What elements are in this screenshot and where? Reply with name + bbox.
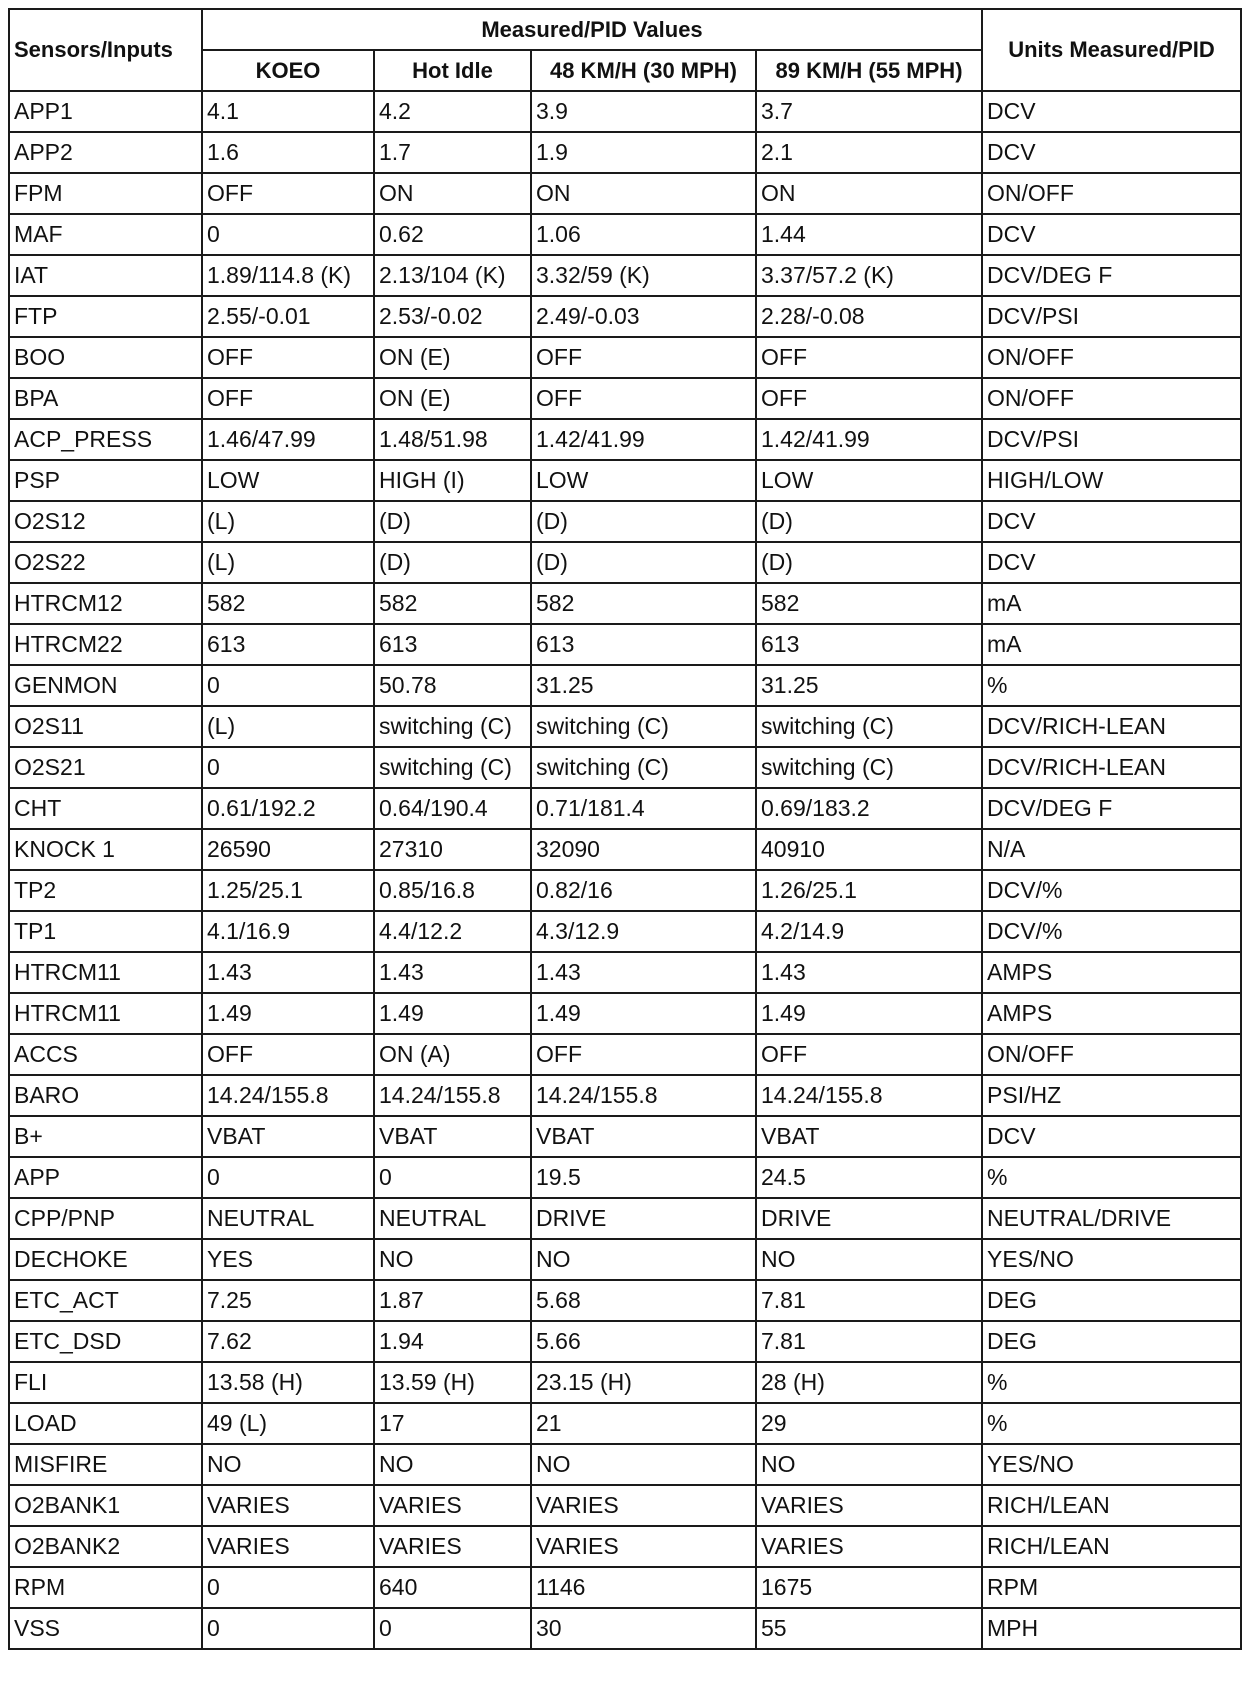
sensor-name-cell: DECHOKE [9, 1239, 202, 1280]
mph30-value-cell: NO [531, 1444, 756, 1485]
hot-idle-value-cell: 0.64/190.4 [374, 788, 531, 829]
table-row [9, 1526, 1241, 1567]
sensor-name-cell: BARO [9, 1075, 202, 1116]
koeo-value-cell: 4.1 [202, 91, 374, 132]
hot-idle-value-cell: 14.24/155.8 [374, 1075, 531, 1116]
koeo-value-cell: 0.61/192.2 [202, 788, 374, 829]
mph30-value-cell: 30 [531, 1608, 756, 1649]
units-cell: DCV/DEG F [982, 255, 1241, 296]
mph30-value-cell: 1.49 [531, 993, 756, 1034]
mph55-value-cell: LOW [756, 460, 982, 501]
sensors-inputs-header: Sensors/Inputs [9, 9, 202, 91]
mph30-value-cell: 5.68 [531, 1280, 756, 1321]
hot-idle-value-cell: 0.85/16.8 [374, 870, 531, 911]
table-row [9, 1403, 1241, 1444]
koeo-value-cell: VBAT [202, 1116, 374, 1157]
hot-idle-value-cell: ON (E) [374, 378, 531, 419]
mph30-value-cell: 1.43 [531, 952, 756, 993]
mph30-value-cell: 3.32/59 (K) [531, 255, 756, 296]
mph55-value-cell: 40910 [756, 829, 982, 870]
units-cell: ON/OFF [982, 378, 1241, 419]
units-cell: AMPS [982, 952, 1241, 993]
units-cell: % [982, 1362, 1241, 1403]
table-row [9, 378, 1241, 419]
units-cell: HIGH/LOW [982, 460, 1241, 501]
mph55-value-cell: 3.37/57.2 (K) [756, 255, 982, 296]
hot-idle-value-cell: VARIES [374, 1485, 531, 1526]
hot-idle-value-cell: 582 [374, 583, 531, 624]
mph30-value-cell: 31.25 [531, 665, 756, 706]
sensor-name-cell: VSS [9, 1608, 202, 1649]
mph30-value-cell: OFF [531, 337, 756, 378]
hot-idle-value-cell: switching (C) [374, 706, 531, 747]
units-cell: DCV [982, 91, 1241, 132]
mph55-value-cell: 7.81 [756, 1321, 982, 1362]
hot-idle-value-cell: 613 [374, 624, 531, 665]
sensor-name-cell: FTP [9, 296, 202, 337]
units-cell: DEG [982, 1280, 1241, 1321]
units-cell: DCV/DEG F [982, 788, 1241, 829]
mph30-value-cell: 582 [531, 583, 756, 624]
mph30-value-cell: (D) [531, 542, 756, 583]
hot-idle-value-cell: 2.53/-0.02 [374, 296, 531, 337]
mph55-value-cell: ON [756, 173, 982, 214]
table-row [9, 255, 1241, 296]
table-row [9, 1567, 1241, 1608]
table-row [9, 214, 1241, 255]
koeo-value-cell: NEUTRAL [202, 1198, 374, 1239]
hot-idle-value-cell: 640 [374, 1567, 531, 1608]
mph30-value-cell: 32090 [531, 829, 756, 870]
sensor-name-cell: O2S21 [9, 747, 202, 788]
sensor-name-cell: O2S22 [9, 542, 202, 583]
hot-idle-value-cell: NO [374, 1444, 531, 1485]
mph55-value-cell: 55 [756, 1608, 982, 1649]
koeo-value-cell: 582 [202, 583, 374, 624]
koeo-value-cell: VARIES [202, 1526, 374, 1567]
mph55-value-cell: OFF [756, 1034, 982, 1075]
koeo-value-cell: (L) [202, 501, 374, 542]
units-cell: YES/NO [982, 1444, 1241, 1485]
koeo-value-cell: 613 [202, 624, 374, 665]
table-row [9, 911, 1241, 952]
hot-idle-value-cell: 27310 [374, 829, 531, 870]
koeo-value-cell: 0 [202, 1608, 374, 1649]
table-row [9, 1608, 1241, 1649]
table-row [9, 870, 1241, 911]
mph55-value-cell: 2.28/-0.08 [756, 296, 982, 337]
hot-idle-value-cell: 2.13/104 (K) [374, 255, 531, 296]
koeo-value-cell: 4.1/16.9 [202, 911, 374, 952]
mph55-value-cell: VARIES [756, 1485, 982, 1526]
table-row [9, 1239, 1241, 1280]
koeo-value-cell: (L) [202, 542, 374, 583]
koeo-value-cell: 0 [202, 214, 374, 255]
table-row [9, 1362, 1241, 1403]
hot-idle-value-cell: 0 [374, 1157, 531, 1198]
hot-idle-value-cell: 1.49 [374, 993, 531, 1034]
mph55-value-cell: 1675 [756, 1567, 982, 1608]
koeo-value-cell: 7.25 [202, 1280, 374, 1321]
table-row [9, 132, 1241, 173]
mph30-value-cell: OFF [531, 378, 756, 419]
hot-idle-value-cell: (D) [374, 501, 531, 542]
mph55-value-cell: VBAT [756, 1116, 982, 1157]
mph30-value-cell: (D) [531, 501, 756, 542]
units-cell: NEUTRAL/DRIVE [982, 1198, 1241, 1239]
table-row [9, 337, 1241, 378]
units-cell: % [982, 1403, 1241, 1444]
mph55-value-cell: (D) [756, 542, 982, 583]
hot-idle-value-cell: (D) [374, 542, 531, 583]
mph30-value-cell: 0.82/16 [531, 870, 756, 911]
units-cell: MPH [982, 1608, 1241, 1649]
hot-idle-value-cell: ON (E) [374, 337, 531, 378]
koeo-value-cell: 7.62 [202, 1321, 374, 1362]
units-cell: PSI/HZ [982, 1075, 1241, 1116]
table-row [9, 1198, 1241, 1239]
units-cell: DCV [982, 132, 1241, 173]
hot-idle-value-cell: 1.94 [374, 1321, 531, 1362]
mph30-value-cell: 0.71/181.4 [531, 788, 756, 829]
mph30-value-cell: 19.5 [531, 1157, 756, 1198]
mph55-value-cell: NO [756, 1444, 982, 1485]
units-cell: DCV/PSI [982, 419, 1241, 460]
units-cell: ON/OFF [982, 173, 1241, 214]
hot-idle-value-cell: VBAT [374, 1116, 531, 1157]
table-row [9, 542, 1241, 583]
mph55-value-cell: DRIVE [756, 1198, 982, 1239]
table-row [9, 952, 1241, 993]
table-row [9, 1444, 1241, 1485]
table-row [9, 665, 1241, 706]
hot-idle-value-cell: 4.4/12.2 [374, 911, 531, 952]
mph55-value-cell: 1.42/41.99 [756, 419, 982, 460]
table-row [9, 1321, 1241, 1362]
mph30-value-cell: 5.66 [531, 1321, 756, 1362]
hot-idle-value-cell: HIGH (I) [374, 460, 531, 501]
mph30-value-cell: 21 [531, 1403, 756, 1444]
mph55-value-cell: 1.43 [756, 952, 982, 993]
units-cell: mA [982, 624, 1241, 665]
hot-idle-value-cell: 1.43 [374, 952, 531, 993]
table-body [9, 91, 1241, 1649]
koeo-value-cell: 2.55/-0.01 [202, 296, 374, 337]
mph55-value-cell: OFF [756, 337, 982, 378]
sensor-name-cell: FPM [9, 173, 202, 214]
koeo-value-cell: 1.43 [202, 952, 374, 993]
units-cell: N/A [982, 829, 1241, 870]
mph55-value-cell: 7.81 [756, 1280, 982, 1321]
koeo-value-cell: OFF [202, 337, 374, 378]
measured-pid-values-header: Measured/PID Values [202, 9, 982, 50]
sensor-name-cell: HTRCM22 [9, 624, 202, 665]
sensor-name-cell: LOAD [9, 1403, 202, 1444]
sensor-name-cell: GENMON [9, 665, 202, 706]
hot-idle-value-cell: NO [374, 1239, 531, 1280]
koeo-value-cell: OFF [202, 1034, 374, 1075]
mph30-value-cell: switching (C) [531, 706, 756, 747]
units-cell: AMPS [982, 993, 1241, 1034]
mph55-value-cell: 3.7 [756, 91, 982, 132]
koeo-value-cell: 1.49 [202, 993, 374, 1034]
mph30-value-cell: 14.24/155.8 [531, 1075, 756, 1116]
mph30-value-cell: VARIES [531, 1485, 756, 1526]
mph30-value-cell: LOW [531, 460, 756, 501]
mph55-value-cell: 1.26/25.1 [756, 870, 982, 911]
table-row [9, 460, 1241, 501]
koeo-value-cell: 0 [202, 1567, 374, 1608]
sensor-name-cell: KNOCK 1 [9, 829, 202, 870]
koeo-value-cell: LOW [202, 460, 374, 501]
table-header [9, 9, 1241, 91]
mph55-value-cell: 29 [756, 1403, 982, 1444]
hot-idle-value-cell: 0.62 [374, 214, 531, 255]
hot-idle-value-cell: NEUTRAL [374, 1198, 531, 1239]
units-cell: DCV [982, 214, 1241, 255]
sensor-name-cell: O2S11 [9, 706, 202, 747]
koeo-value-cell: 13.58 (H) [202, 1362, 374, 1403]
sensor-name-cell: B+ [9, 1116, 202, 1157]
mph55-value-cell: switching (C) [756, 706, 982, 747]
units-header: Units Measured/PID [982, 9, 1241, 91]
koeo-value-cell: YES [202, 1239, 374, 1280]
koeo-value-cell: 0 [202, 747, 374, 788]
hot-idle-value-cell: 1.48/51.98 [374, 419, 531, 460]
mph55-value-cell: NO [756, 1239, 982, 1280]
hot-idle-value-cell: switching (C) [374, 747, 531, 788]
sensor-name-cell: FLI [9, 1362, 202, 1403]
sensor-name-cell: MISFIRE [9, 1444, 202, 1485]
mph30-value-cell: switching (C) [531, 747, 756, 788]
koeo-value-cell: 0 [202, 1157, 374, 1198]
sensor-name-cell: TP2 [9, 870, 202, 911]
mph30-value-cell: OFF [531, 1034, 756, 1075]
units-cell: DCV/PSI [982, 296, 1241, 337]
table-row [9, 829, 1241, 870]
table-row [9, 1280, 1241, 1321]
table-row [9, 624, 1241, 665]
mph30-value-cell: 23.15 (H) [531, 1362, 756, 1403]
hot-idle-value-cell: 1.7 [374, 132, 531, 173]
mph30-value-cell: NO [531, 1239, 756, 1280]
sensor-name-cell: BOO [9, 337, 202, 378]
table-row [9, 501, 1241, 542]
units-cell: RICH/LEAN [982, 1485, 1241, 1526]
koeo-value-cell: 14.24/155.8 [202, 1075, 374, 1116]
mph30-value-cell: ON [531, 173, 756, 214]
units-cell: DCV/RICH-LEAN [982, 706, 1241, 747]
table-row [9, 91, 1241, 132]
mph55-value-cell: 613 [756, 624, 982, 665]
hot-idle-value-cell: ON (A) [374, 1034, 531, 1075]
mph55-value-cell: 28 (H) [756, 1362, 982, 1403]
units-cell: DCV [982, 542, 1241, 583]
units-cell: YES/NO [982, 1239, 1241, 1280]
sensor-name-cell: CPP/PNP [9, 1198, 202, 1239]
table-row [9, 993, 1241, 1034]
hot-idle-value-cell: 1.87 [374, 1280, 531, 1321]
sensor-name-cell: O2BANK2 [9, 1526, 202, 1567]
mph55-value-cell: 2.1 [756, 132, 982, 173]
sensor-name-cell: PSP [9, 460, 202, 501]
mph30-value-cell: VARIES [531, 1526, 756, 1567]
koeo-value-cell: OFF [202, 173, 374, 214]
pid-values-table [8, 8, 1242, 1650]
sensor-name-cell: O2S12 [9, 501, 202, 542]
mph30-value-cell: 1.9 [531, 132, 756, 173]
mph55-value-cell: 1.49 [756, 993, 982, 1034]
units-cell: % [982, 1157, 1241, 1198]
hot-idle-value-cell: 0 [374, 1608, 531, 1649]
sensor-name-cell: ETC_DSD [9, 1321, 202, 1362]
table-row [9, 1157, 1241, 1198]
koeo-value-cell: 26590 [202, 829, 374, 870]
mph30-value-cell: 2.49/-0.03 [531, 296, 756, 337]
condition-header-hot-idle: Hot Idle [374, 50, 531, 91]
koeo-value-cell: 1.25/25.1 [202, 870, 374, 911]
table-row [9, 1075, 1241, 1116]
condition-header-30-mph: 48 KM/H (30 MPH) [531, 50, 756, 91]
table-row [9, 788, 1241, 829]
sensor-name-cell: O2BANK1 [9, 1485, 202, 1526]
hot-idle-value-cell: 17 [374, 1403, 531, 1444]
header-row-top [9, 9, 1241, 50]
sensor-name-cell: APP2 [9, 132, 202, 173]
hot-idle-value-cell: 50.78 [374, 665, 531, 706]
sensor-name-cell: ACCS [9, 1034, 202, 1075]
mph30-value-cell: 3.9 [531, 91, 756, 132]
units-cell: DCV [982, 1116, 1241, 1157]
units-cell: RICH/LEAN [982, 1526, 1241, 1567]
table-row [9, 747, 1241, 788]
mph55-value-cell: VARIES [756, 1526, 982, 1567]
mph55-value-cell: (D) [756, 501, 982, 542]
mph55-value-cell: 0.69/183.2 [756, 788, 982, 829]
sensor-name-cell: APP [9, 1157, 202, 1198]
koeo-value-cell: NO [202, 1444, 374, 1485]
koeo-value-cell: (L) [202, 706, 374, 747]
mph55-value-cell: 4.2/14.9 [756, 911, 982, 952]
sensor-name-cell: CHT [9, 788, 202, 829]
mph30-value-cell: 1.06 [531, 214, 756, 255]
mph30-value-cell: DRIVE [531, 1198, 756, 1239]
units-cell: DCV/% [982, 870, 1241, 911]
sensor-name-cell: MAF [9, 214, 202, 255]
units-cell: % [982, 665, 1241, 706]
table-row [9, 173, 1241, 214]
mph55-value-cell: 14.24/155.8 [756, 1075, 982, 1116]
condition-header-55-mph: 89 KM/H (55 MPH) [756, 50, 982, 91]
sensor-name-cell: TP1 [9, 911, 202, 952]
units-cell: DCV/% [982, 911, 1241, 952]
mph30-value-cell: 613 [531, 624, 756, 665]
sensor-name-cell: RPM [9, 1567, 202, 1608]
sensor-name-cell: IAT [9, 255, 202, 296]
table-row [9, 1116, 1241, 1157]
hot-idle-value-cell: ON [374, 173, 531, 214]
mph55-value-cell: 1.44 [756, 214, 982, 255]
table-row [9, 296, 1241, 337]
koeo-value-cell: 1.89/114.8 (K) [202, 255, 374, 296]
koeo-value-cell: OFF [202, 378, 374, 419]
mph55-value-cell: OFF [756, 378, 982, 419]
table-row [9, 706, 1241, 747]
units-cell: DCV/RICH-LEAN [982, 747, 1241, 788]
mph55-value-cell: 582 [756, 583, 982, 624]
hot-idle-value-cell: 13.59 (H) [374, 1362, 531, 1403]
condition-header-koeo: KOEO [202, 50, 374, 91]
units-cell: DCV [982, 501, 1241, 542]
mph30-value-cell: 1146 [531, 1567, 756, 1608]
koeo-value-cell: VARIES [202, 1485, 374, 1526]
koeo-value-cell: 49 (L) [202, 1403, 374, 1444]
table-row [9, 583, 1241, 624]
units-cell: DEG [982, 1321, 1241, 1362]
table-row [9, 419, 1241, 460]
table-row [9, 1034, 1241, 1075]
sensor-name-cell: ACP_PRESS [9, 419, 202, 460]
sensor-name-cell: APP1 [9, 91, 202, 132]
koeo-value-cell: 1.46/47.99 [202, 419, 374, 460]
hot-idle-value-cell: VARIES [374, 1526, 531, 1567]
koeo-value-cell: 1.6 [202, 132, 374, 173]
mph55-value-cell: 31.25 [756, 665, 982, 706]
table-row [9, 1485, 1241, 1526]
units-cell: mA [982, 583, 1241, 624]
units-cell: ON/OFF [982, 337, 1241, 378]
koeo-value-cell: 0 [202, 665, 374, 706]
mph30-value-cell: 4.3/12.9 [531, 911, 756, 952]
sensor-name-cell: ETC_ACT [9, 1280, 202, 1321]
mph55-value-cell: 24.5 [756, 1157, 982, 1198]
sensor-name-cell: BPA [9, 378, 202, 419]
sensor-name-cell: HTRCM11 [9, 952, 202, 993]
mph30-value-cell: 1.42/41.99 [531, 419, 756, 460]
hot-idle-value-cell: 4.2 [374, 91, 531, 132]
sensor-name-cell: HTRCM12 [9, 583, 202, 624]
mph30-value-cell: VBAT [531, 1116, 756, 1157]
mph55-value-cell: switching (C) [756, 747, 982, 788]
units-cell: RPM [982, 1567, 1241, 1608]
units-cell: ON/OFF [982, 1034, 1241, 1075]
sensor-name-cell: HTRCM11 [9, 993, 202, 1034]
